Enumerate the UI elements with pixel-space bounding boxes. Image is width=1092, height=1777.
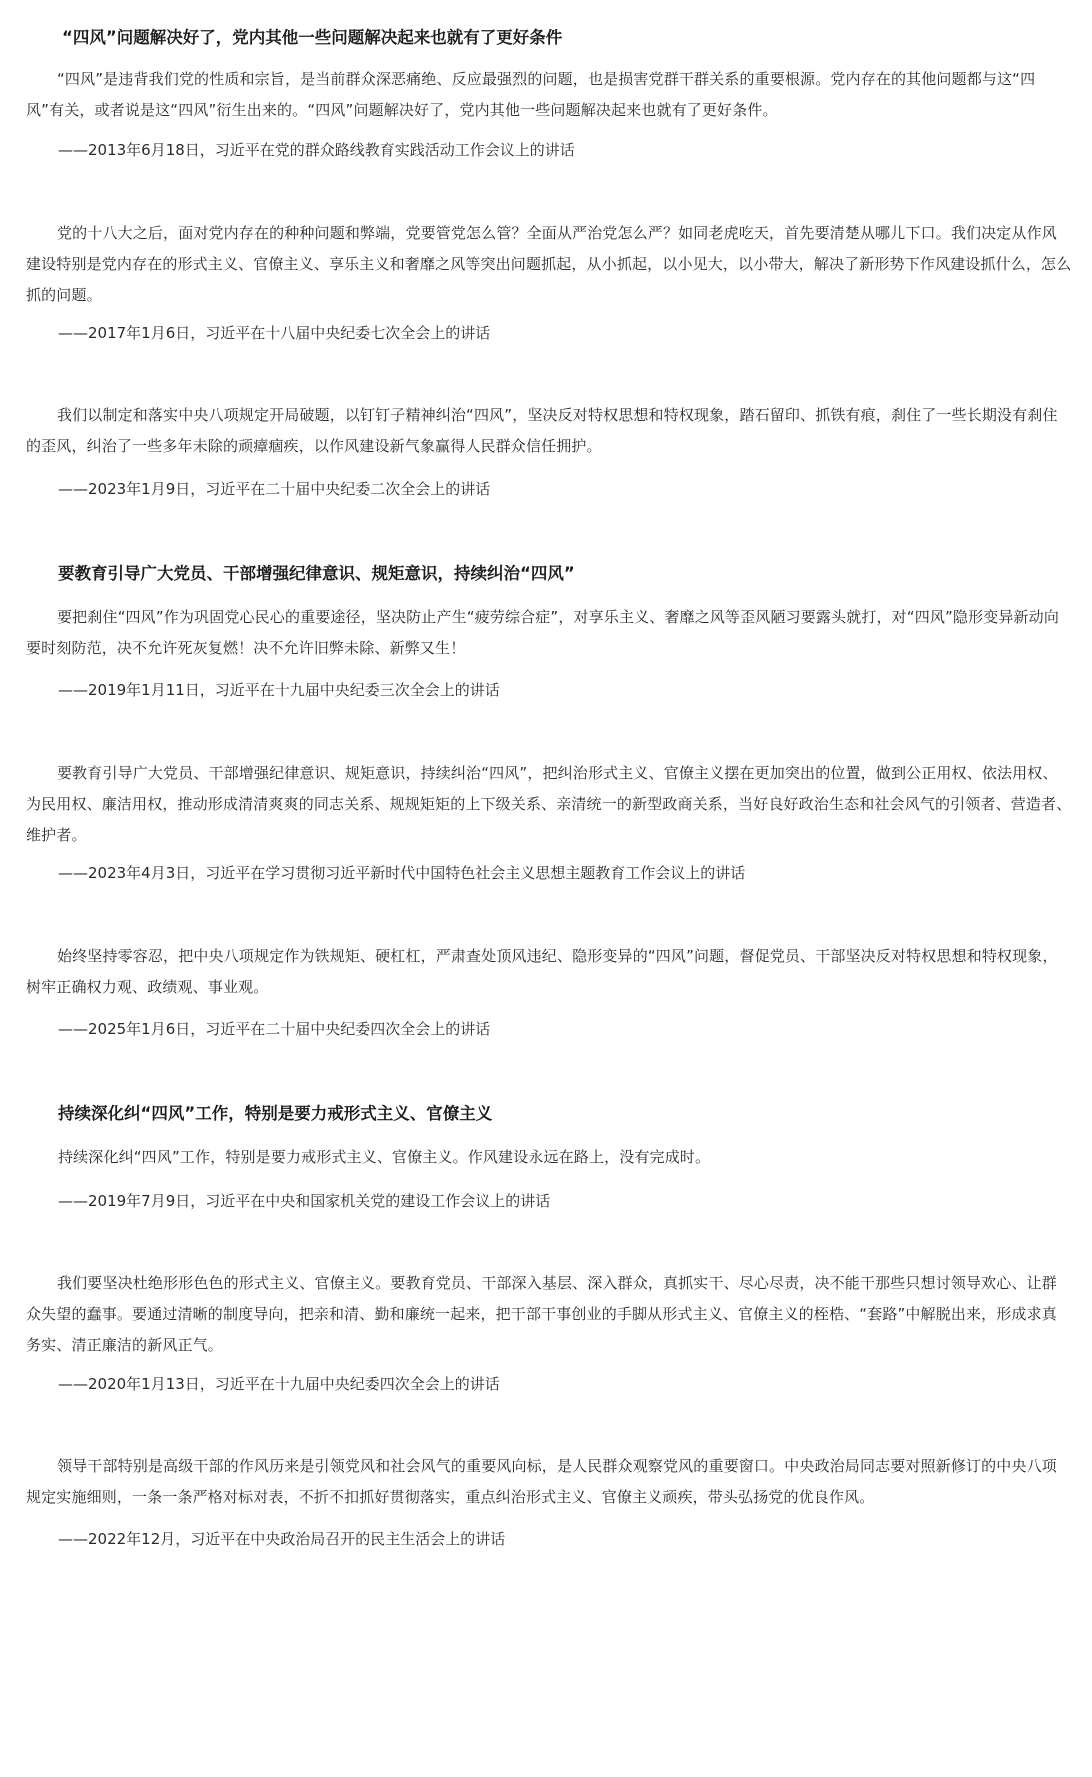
quote-source: ——2020年1月13日，习近平在十九届中央纪委四次全会上的讲话 — [58, 1375, 500, 1393]
quote-source: ——2023年1月9日，习近平在二十届中央纪委二次全会上的讲话 — [58, 480, 491, 498]
quote-paragraph: 我们以制定和落实中央八项规定开局破题，以钉钉子精神纠治“四风”，坚决反对特权思想和特权现象，踏石留印、抓铁有痕，刹住了一些长期没有刹住的歪风，纠治了一些多年未除的顽瘴痼疾，以作风建设新气象赢得人民群众信任拥护。 — [26, 406, 1058, 455]
quote-source: ——2017年1月6日，习近平在十八届中央纪委七次全会上的讲话 — [58, 324, 491, 342]
quote-source: ——2019年1月11日，习近平在十九届中央纪委三次全会上的讲话 — [58, 681, 500, 699]
quote-source: ——2013年6月18日，习近平在党的群众路线教育实践活动工作会议上的讲话 — [58, 141, 575, 159]
quote-paragraph: 要教育引导广大党员、干部增强纪律意识、规矩意识，持续纠治“四风”，把纠治形式主义、官僚主义摆在更加突出的位置，做到公正用权、依法用权、为民用权、廉洁用权，推动形成清清爽爽的同志关系、规规矩矩的上下级关系、亲清统一的新型政商关系，当好良好政治生态和社会风气的引领者、营造者、维护者。 — [26, 764, 1072, 844]
quote-paragraph: 持续深化纠“四风”工作，特别是要力戒形式主义、官僚主义。作风建设永远在路上，没有完成时。 — [58, 1148, 711, 1166]
quote-source: ——2025年1月6日，习近平在二十届中央纪委四次全会上的讲话 — [58, 1020, 491, 1038]
section-heading: “四风”问题解决好了，党内其他一些问题解决起来也就有了更好条件 — [62, 28, 563, 47]
quote-paragraph: 领导干部特别是高级干部的作风历来是引领党风和社会风气的重要风向标，是人民群众观察党风的重要窗口。中央政治局同志要对照新修订的中央八项规定实施细则，一条一条严格对标对表，不折不扣抓好贯彻落实，重点纠治形式主义、官僚主义顽疾，带头弘扬党的优良作风。 — [26, 1457, 1057, 1506]
section-heading: 要教育引导广大党员、干部增强纪律意识、规矩意识，持续纠治“四风” — [58, 564, 575, 583]
quote-source: ——2022年12月，习近平在中央政治局召开的民主生活会上的讲话 — [58, 1530, 506, 1548]
quote-paragraph: 党的十八大之后，面对党内存在的种种问题和弊端，党要管党怎么管？全面从严治党怎么严？如同老虎吃天，首先要清楚从哪儿下口。我们决定从作风建设特别是党内存在的形式主义、官僚主义、享乐主义和奢靡之风等突出问题抓起，从小抓起，以小见大，以小带大，解决了新形势下作风建设抓什么，怎么抓的问题。 — [26, 224, 1072, 304]
quote-source: ——2023年4月3日，习近平在学习贯彻习近平新时代中国特色社会主义思想主题教育工作会议上的讲话 — [58, 864, 746, 882]
section-heading: 持续深化纠“四风”工作，特别是要力戒形式主义、官僚主义 — [58, 1104, 493, 1123]
quote-paragraph: 要把刹住“四风”作为巩固党心民心的重要途径，坚决防止产生“疲劳综合症”，对享乐主义、奢靡之风等歪风陋习要露头就打，对“四风”隐形变异新动向要时刻防范，决不允许死灰复燃！决不允许旧弊未除、新弊又生！ — [26, 608, 1059, 657]
quote-paragraph: 始终坚持零容忍，把中央八项规定作为铁规矩、硬杠杠，严肃查处顶风违纪、隐形变异的“四风”问题，督促党员、干部坚决反对特权思想和特权现象，树牢正确权力观、政绩观、事业观。 — [26, 947, 1058, 996]
quote-source: ——2019年7月9日，习近平在中央和国家机关党的建设工作会议上的讲话 — [58, 1192, 551, 1210]
quote-paragraph: “四风”是违背我们党的性质和宗旨，是当前群众深恶痛绝、反应最强烈的问题，也是损害党群干群关系的重要根源。党内存在的其他问题都与这“四风”有关，或者说是这“四风”衍生出来的。“四风”问题解决好了，党内其他一些问题解决起来也就有了更好条件。 — [26, 70, 1036, 119]
quote-paragraph: 我们要坚决杜绝形形色色的形式主义、官僚主义。要教育党员、干部深入基层、深入群众，真抓实干、尽心尽责，决不能干那些只想讨领导欢心、让群众失望的蠢事。要通过清晰的制度导向，把亲和清、勤和廉统一起来，把干部干事创业的手脚从形式主义、官僚主义的桎梏、“套路”中解脱出来，形成求真务实、清正廉洁的新风正气。 — [26, 1274, 1057, 1354]
